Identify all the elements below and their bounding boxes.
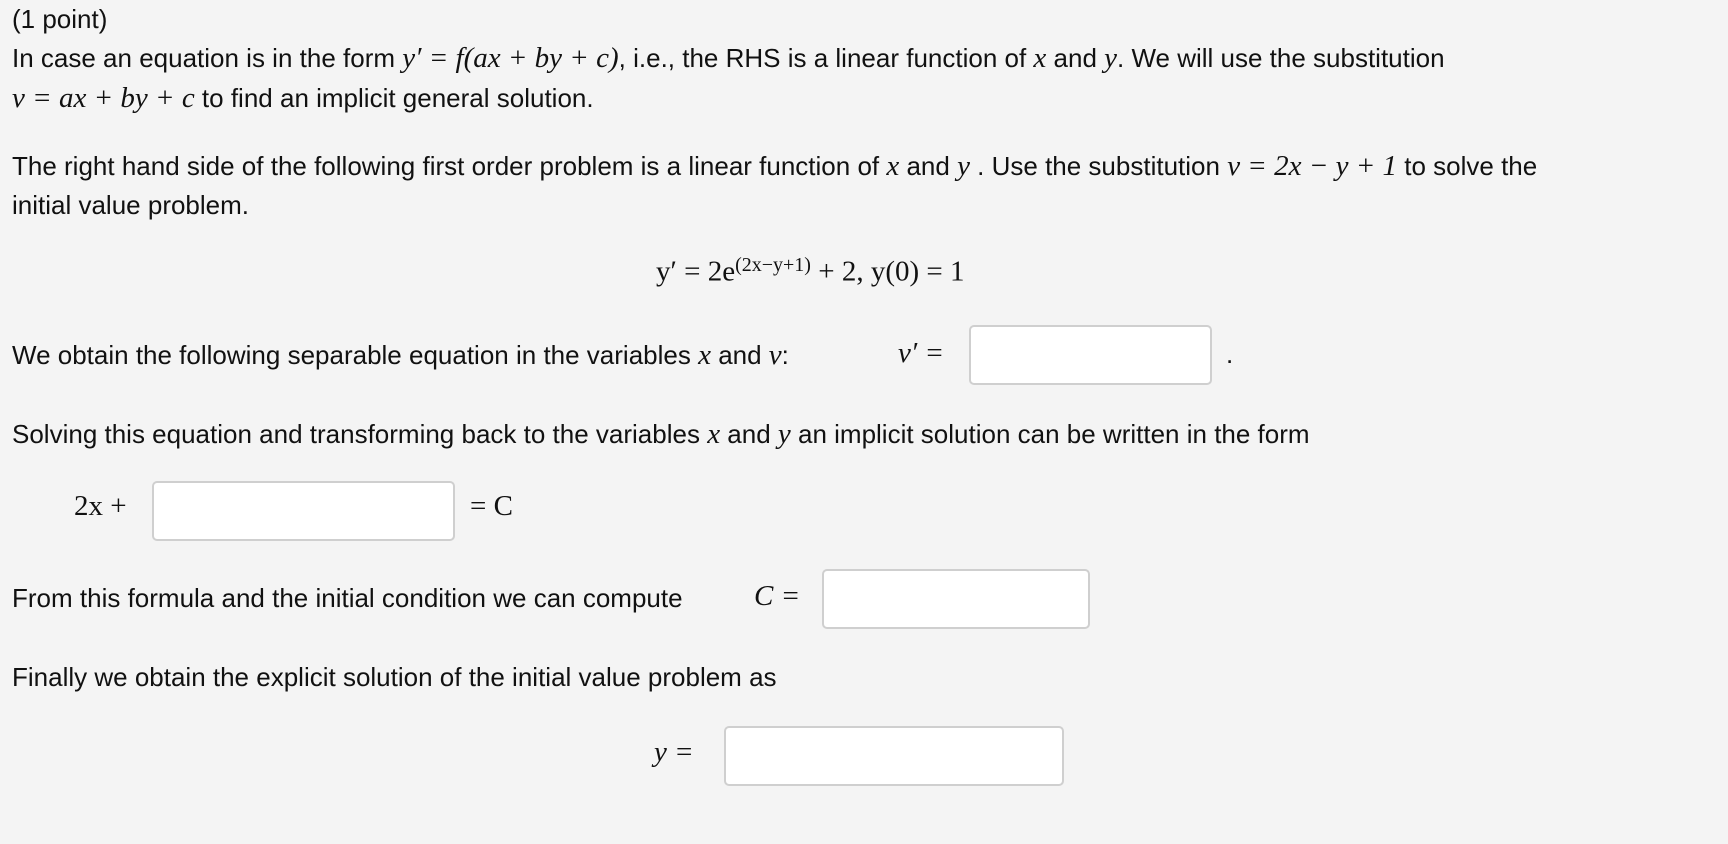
period: . xyxy=(1226,339,1234,369)
step1-text xyxy=(12,339,789,372)
intro-line-1 xyxy=(12,42,1445,75)
c-label: C = xyxy=(754,580,801,612)
step1-label: and xyxy=(710,340,769,370)
step1-label: We obtain the following separable equation in the variables xyxy=(12,340,699,370)
constant-c-input[interactable] xyxy=(822,569,1090,629)
v-prime-input[interactable] xyxy=(969,325,1212,385)
intro-form-equation: y′ = f(ax + by + c) xyxy=(402,42,619,74)
problem-text: . Use the substitution xyxy=(969,151,1228,181)
intro-text: . We will use the substitution xyxy=(1117,43,1445,73)
v-prime-label: v′ = xyxy=(898,337,945,369)
var-x: x xyxy=(886,150,900,182)
problem-line-2: initial value problem. xyxy=(12,190,250,220)
implicit-solution-input[interactable] xyxy=(152,481,455,541)
implicit-rhs: = C xyxy=(470,490,513,522)
ode-equation xyxy=(656,254,965,289)
var-y: y xyxy=(957,150,970,182)
step3-text: From this formula and the initial condition we can compute xyxy=(12,583,683,613)
step4-text: Finally we obtain the explicit solution of the initial value problem as xyxy=(12,662,777,692)
step2-text xyxy=(12,418,1310,451)
explicit-solution-input[interactable] xyxy=(724,726,1064,786)
step2-label: and xyxy=(720,419,778,449)
intro-text: , i.e., the RHS is a linear function of xyxy=(618,43,1034,73)
ode-exponent: (2x−y+1) xyxy=(735,254,811,276)
points-label: (1 point) xyxy=(12,4,108,34)
var-y: y xyxy=(1104,42,1117,74)
step2-label: Solving this equation and transforming back to the variables xyxy=(12,419,708,449)
var-x: x xyxy=(1033,42,1047,74)
y-label: y = xyxy=(654,736,694,768)
intro-line-2 xyxy=(12,82,594,115)
implicit-lhs: 2x + xyxy=(74,490,127,522)
var-v: v xyxy=(768,339,782,371)
intro-text: and xyxy=(1046,43,1105,73)
substitution-equation: v = 2x − y + 1 xyxy=(1227,150,1398,182)
var-x: x xyxy=(707,418,721,450)
ode-lhs: y′ = 2e xyxy=(656,255,736,288)
problem-text: and xyxy=(899,151,958,181)
problem-line-1 xyxy=(12,150,1537,183)
intro-text: to find an implicit general solution. xyxy=(194,83,594,113)
step1-label: : xyxy=(781,340,789,370)
ode-rhs: + 2, y(0) = 1 xyxy=(810,255,965,288)
step2-label: an implicit solution can be written in the form xyxy=(790,419,1310,449)
var-y: y xyxy=(777,418,791,450)
intro-substitution-equation: v = ax + by + c xyxy=(12,82,195,114)
problem-text: to solve the xyxy=(1397,151,1538,181)
intro-text: In case an equation is in the form xyxy=(12,43,403,73)
var-x: x xyxy=(698,339,711,371)
problem-text: The right hand side of the following first order problem is a linear function of xyxy=(12,151,887,181)
